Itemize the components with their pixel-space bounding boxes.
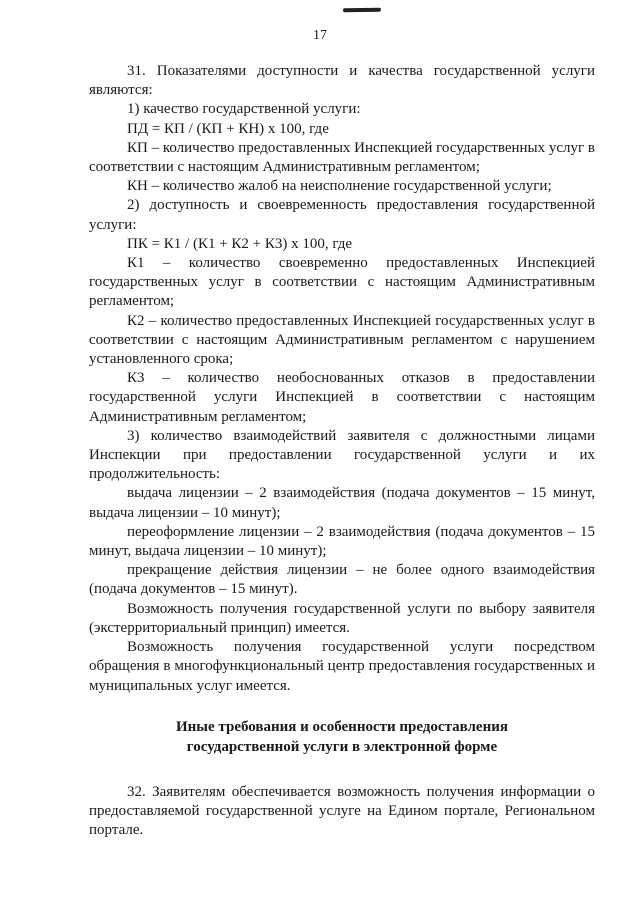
definition-kp: КП – количество предоставленных Инспекцией государственных услуг в соответствии с настоящим Административным регламентом;	[89, 139, 595, 176]
definition-k3: К3 – количество необоснованных отказов в предоставлении государственной услуги Инспекцией в соответствии с настоящим Административным регламентом;	[89, 370, 595, 425]
paragraph-32: 32. Заявителям обеспечивается возможность получения информации о предоставляемой государственной услуге на Едином портале, Региональном портале.	[89, 783, 595, 839]
definition-kn: КН – количество жалоб на неисполнение государственной услуги;	[127, 178, 552, 195]
list-item-interactions: 3) количество взаимодействий заявителя с должностными лицами Инспекции при предоставлении государственной услуги и их продолжительность:	[89, 427, 595, 483]
scan-artifact-mark	[343, 8, 381, 13]
formula-pk: ПК = К1 / (К1 + К2 + К3) х 100, где	[127, 235, 353, 252]
interaction-license-reissue: переоформление лицензии – 2 взаимодействия (подача документов – 15 минут, выдача лицензии – 10 минут);	[89, 523, 595, 560]
page-number: 17	[313, 28, 327, 43]
document-body	[89, 62, 595, 840]
list-item-accessibility: 2) доступность и своевременность предоставления государственной услуги:	[89, 197, 595, 233]
definition-k1: К1 – количество своевременно предоставленных Инспекцией государственных услуг в соответствии с настоящим Административным регламентом;	[89, 255, 595, 310]
interaction-license-termination: прекращение действия лицензии – не более одного взаимодействия (подача документов – 15 минут).	[89, 562, 595, 598]
section-heading-line-2: государственной услуги в электронной форме	[186, 738, 498, 755]
formula-pd: ПД = КП / (КП + КН) х 100, где	[127, 120, 329, 137]
interaction-license-issue: выдача лицензии – 2 взаимодействия (подача документов – 15 минут, выдача лицензии – 10 минут);	[89, 485, 595, 521]
definition-k2: К2 – количество предоставленных Инспекцией государственных услуг в соответствии с настоящим Административным регламентом с нарушением установленного срока;	[89, 312, 595, 368]
paragraph-extraterritorial: Возможность получения государственной услуги по выбору заявителя (экстерриториальный принцип) имеется.	[89, 600, 595, 636]
section-heading-line-1: Иные требования и особенности предоставления	[176, 718, 508, 735]
list-item-quality: 1) качество государственной услуги:	[127, 101, 361, 118]
paragraph-31-intro: 31. Показателями доступности и качества государственной услуги являются:	[89, 63, 595, 99]
paragraph-mfc: Возможность получения государственной услуги посредством обращения в многофункциональный центр предоставления государственных и муниципальных услуг имеется.	[89, 639, 595, 694]
section-heading	[89, 717, 595, 757]
